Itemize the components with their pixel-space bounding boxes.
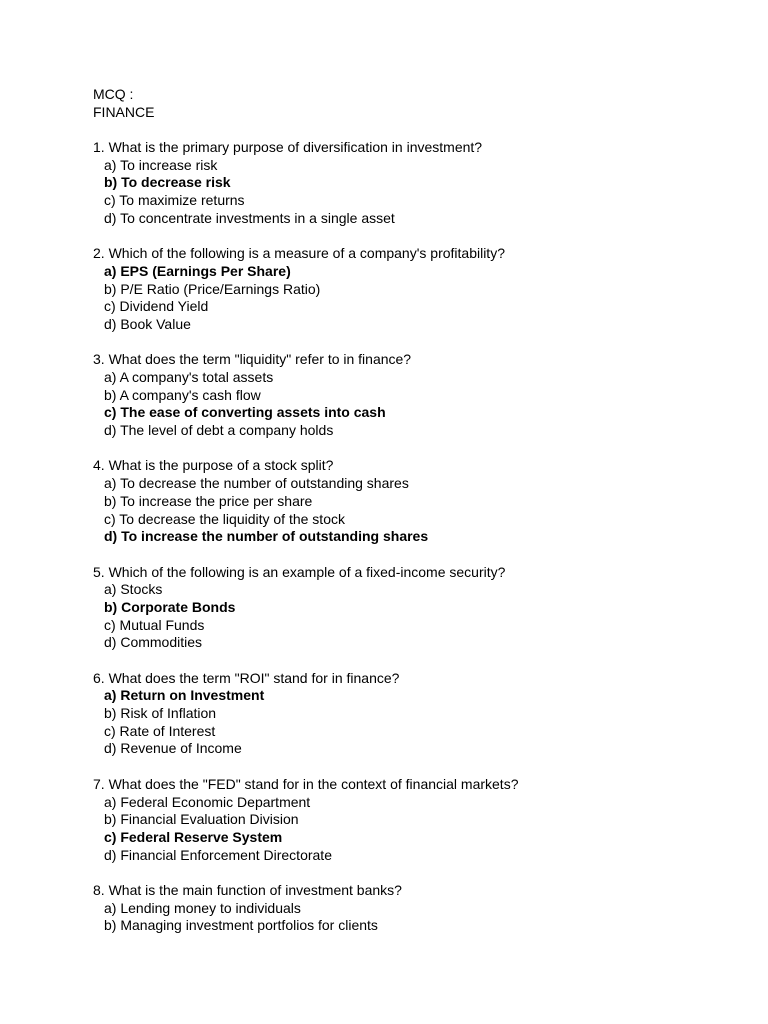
document-content [93, 86, 733, 935]
question-block [93, 882, 733, 935]
answer-option: b) To increase the price per share [104, 492, 313, 509]
question-text: 5. Which of the following is an example of a fixed-income security? [93, 563, 506, 580]
answer-option: c) To decrease the liquidity of the stock [104, 510, 345, 527]
question-text: 1. What is the primary purpose of diversification in investment? [93, 139, 483, 156]
question-block [93, 670, 733, 776]
answer-option-correct: b) Corporate Bonds [104, 598, 236, 615]
answer-option: b) Risk of Inflation [104, 705, 217, 722]
answer-option: b) Financial Evaluation Division [104, 811, 299, 828]
answer-option: a) To increase risk [104, 156, 218, 173]
answer-option-correct: c) The ease of converting assets into cash [104, 404, 386, 421]
answer-option: a) Stocks [104, 581, 163, 598]
answer-option: d) Commodities [104, 634, 203, 651]
question-text: 7. What does the "FED" stand for in the context of financial markets? [93, 775, 519, 792]
spacer [93, 864, 733, 882]
document-label: MCQ : [93, 86, 134, 102]
answer-option: c) Dividend Yield [104, 298, 209, 315]
question-list [93, 139, 733, 935]
document-title: FINANCE [93, 103, 155, 120]
answer-option: b) Managing investment portfolios for clients [104, 917, 378, 934]
answer-option-correct: a) EPS (Earnings Per Share) [104, 262, 291, 279]
answer-option-correct: b) To decrease risk [104, 174, 231, 191]
question-block [93, 139, 733, 245]
question-text: 6. What does the term "ROI" stand for in finance? [93, 669, 400, 686]
answer-option: d) Revenue of Income [104, 740, 242, 757]
spacer [93, 652, 733, 670]
spacer [93, 228, 733, 246]
answer-option: a) Lending money to individuals [104, 899, 301, 916]
answer-option: c) Mutual Funds [104, 616, 205, 633]
answer-option: d) The level of debt a company holds [104, 422, 334, 439]
question-block [93, 776, 733, 882]
answer-option-correct: d) To increase the number of outstanding shares [104, 528, 429, 545]
answer-option-correct: c) Federal Reserve System [104, 828, 283, 845]
question-text: 4. What is the purpose of a stock split? [93, 457, 334, 474]
spacer [93, 440, 733, 458]
spacer [93, 121, 733, 139]
answer-option: a) A company's total assets [104, 369, 274, 385]
question-text: 8. What is the main function of investment banks? [93, 881, 402, 898]
question-text: 3. What does the term "liquidity" refer to in finance? [93, 351, 412, 368]
spacer [93, 546, 733, 564]
answer-option: b) P/E Ratio (Price/Earnings Ratio) [104, 280, 321, 297]
answer-option: c) To maximize returns [104, 192, 245, 209]
answer-option: a) Federal Economic Department [104, 793, 311, 810]
question-block [93, 564, 733, 670]
question-block [93, 457, 733, 563]
answer-option: d) Financial Enforcement Directorate [104, 846, 332, 863]
spacer [93, 334, 733, 352]
answer-option: d) To concentrate investments in a single asset [104, 209, 395, 226]
question-text: 2. Which of the following is a measure of a company's profitability? [93, 245, 505, 262]
answer-option: d) Book Value [104, 315, 191, 332]
spacer [93, 758, 733, 776]
answer-option: a) To decrease the number of outstanding shares [104, 475, 409, 492]
answer-option: b) A company's cash flow [104, 386, 261, 403]
answer-option: c) Rate of Interest [104, 722, 216, 739]
question-block [93, 351, 733, 457]
question-block [93, 245, 733, 351]
answer-option-correct: a) Return on Investment [104, 687, 265, 704]
